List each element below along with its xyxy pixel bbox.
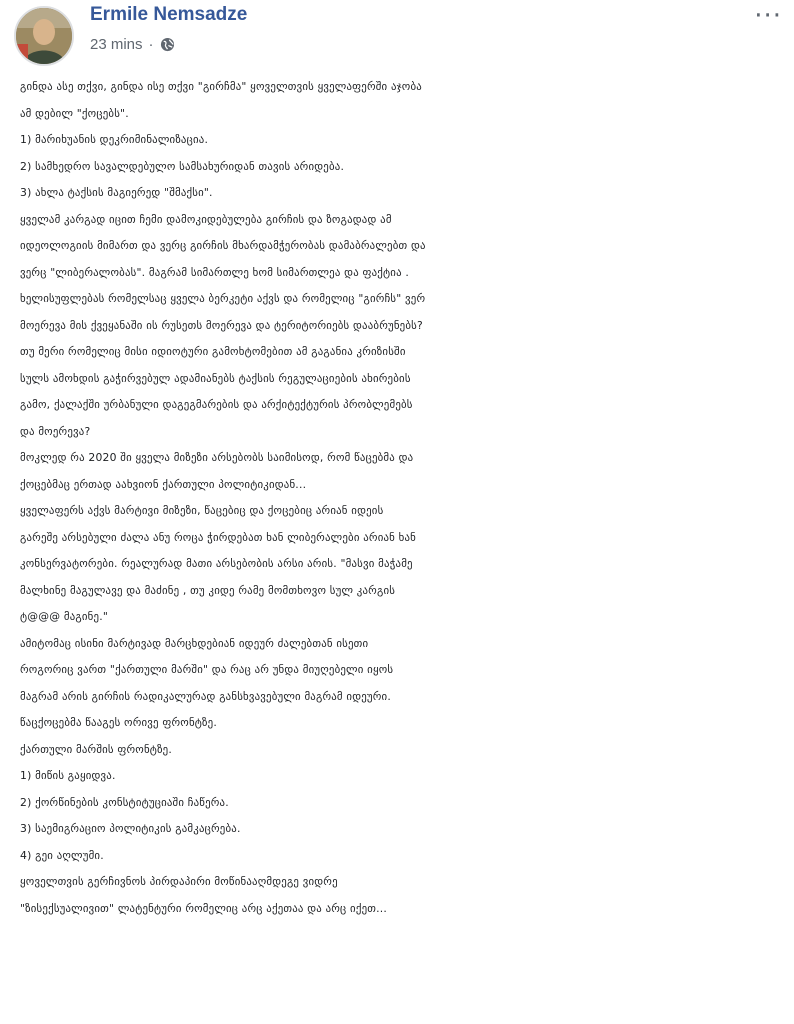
avatar[interactable] [14, 6, 74, 66]
post-text-line: 3) ახლა ტაქსის მაგიერედ "შმაქსი". [20, 186, 213, 199]
post-text-line: მაგრამ არის გირჩის რადიკალურად განსხვავებული მაგრამ იდეური. [20, 689, 391, 703]
post-text-line: თუ მერი რომელიც მისი იდიოტური გამოხტომებით ამ გაგანია კრიზისში [20, 345, 406, 358]
post-text-line: ხელისუფლებას რომელსაც ყველა ბერკეტი აქვს და რომელიც "გირჩს" ვერ [20, 292, 426, 305]
post-text-line: ამ დებილ "ქოცებს". [20, 106, 129, 120]
post-text-line: 2) სამხედრო სავალდებულო სამსახურიდან თავის არიდება. [20, 159, 345, 173]
post-text-line: და მოერევა? [20, 424, 91, 438]
post-timestamp[interactable]: 23 mins [90, 36, 143, 53]
post-text-line: 3) საემიგრაციო პოლიტიკის გამკაცრება. [20, 822, 241, 835]
post-body [20, 74, 790, 922]
post-text-line: მოკლედ რა 2020 ში ყველა მიზეზი არსებობს საიმისოდ, რომ წაცებმა და [20, 451, 414, 464]
post-text-line: 2) ქორწინების კონსტიტუციაში ჩაწერა. [20, 795, 229, 809]
post-text-line: გარეშე არსებული ძალა ანუ როცა ჭირდებათ ხან ლიბერალები არიან ხან [20, 530, 417, 544]
meta-separator: · [148, 36, 154, 53]
globe-icon[interactable] [160, 37, 175, 52]
post-text-line: გამო, ქალაქში ურბანული დაგეგმარების და არქიტექტურის პრობლემებს [20, 398, 413, 411]
post-text-line: ქოცებმაც ერთად აახვიონ ქართული პოლიტიკიდან... [20, 477, 307, 491]
post-text-line: 1) მარიხუანის დეკრიმინალიზაცია. [20, 133, 209, 146]
post-meta [90, 36, 175, 53]
post-text-line: 1) მიწის გაყიდვა. [20, 769, 116, 782]
post-text-line: ტ@@@ მაგინე." [20, 610, 108, 623]
post-text-line: როგორიც ვართ "ქართული მარში" და რაც არ უნდა მიუღებელი იყოს [20, 663, 394, 676]
post-text-line: "ზისექსუალივით" ლატენტური რომელიც არც აქეთაა და არც იქეთ... [20, 901, 387, 915]
post-text-line: ყველაფერს აქვს მარტივი მიზეზი, წაცებიც და ქოცებიც არიან იდეის [20, 504, 384, 517]
post-text-line: კონსერვატორები. რეალურად მათი არსებობის არსი არის. "მასვი მაჭამე [20, 557, 413, 570]
post-text-line: ვერც "ლიბერალობას". მაგრამ სიმართლე ხომ სიმართლეა და ფაქტია . [20, 265, 410, 279]
post-text-line: მალხინე მაგულავე და მაძინე , თუ კიდე რამე მომთხოვო სულ კარგის [20, 583, 396, 597]
post-text-line: 4) გეი აღლუმი. [20, 848, 104, 862]
post-text-line: წაცქოცებმა წააგეს ორივე ფრონტზე. [20, 716, 217, 729]
post-text-line: გინდა ასე თქვი, გინდა ისე თქვი "გირჩმა" ყოველთვის ყველაფერში აჯობა [20, 80, 422, 93]
post-text-line: ყოველთვის გერჩივნოს პირდაპირი მოწინააღმდეგე ვიდრე [20, 875, 338, 888]
more-options-icon[interactable]: ··· [754, 1, 782, 31]
avatar-photo [16, 8, 72, 64]
post-text-line: ამიტომაც ისინი მარტივად მარცხდებიან იდეურ ძალებთან ისეთი [20, 636, 369, 650]
author-name[interactable]: Ermile Nemsadze [90, 4, 248, 25]
post-header [0, 0, 794, 70]
post-text-line: იდეოლოგიის მიმართ და ვერც გირჩის მხარდამჭერობას დამაბრალებთ და [20, 239, 426, 252]
post-text-line: ქართული მარშის ფრონტზე. [20, 742, 172, 756]
post-text-line: ყველამ კარგად იცით ჩემი დამოკიდებულება გირჩის და ზოგადად ამ [20, 212, 392, 226]
post-text-line: სულს ამოხდის გაჭირვებულ ადამიანებს ტაქსის რეგულაციების ახირების [20, 371, 411, 385]
post-text-line: მოერევა მის ქვეყანაში ის რუსეთს მოერევა და ტერიტორიებს დააბრუნებს? [20, 318, 423, 332]
